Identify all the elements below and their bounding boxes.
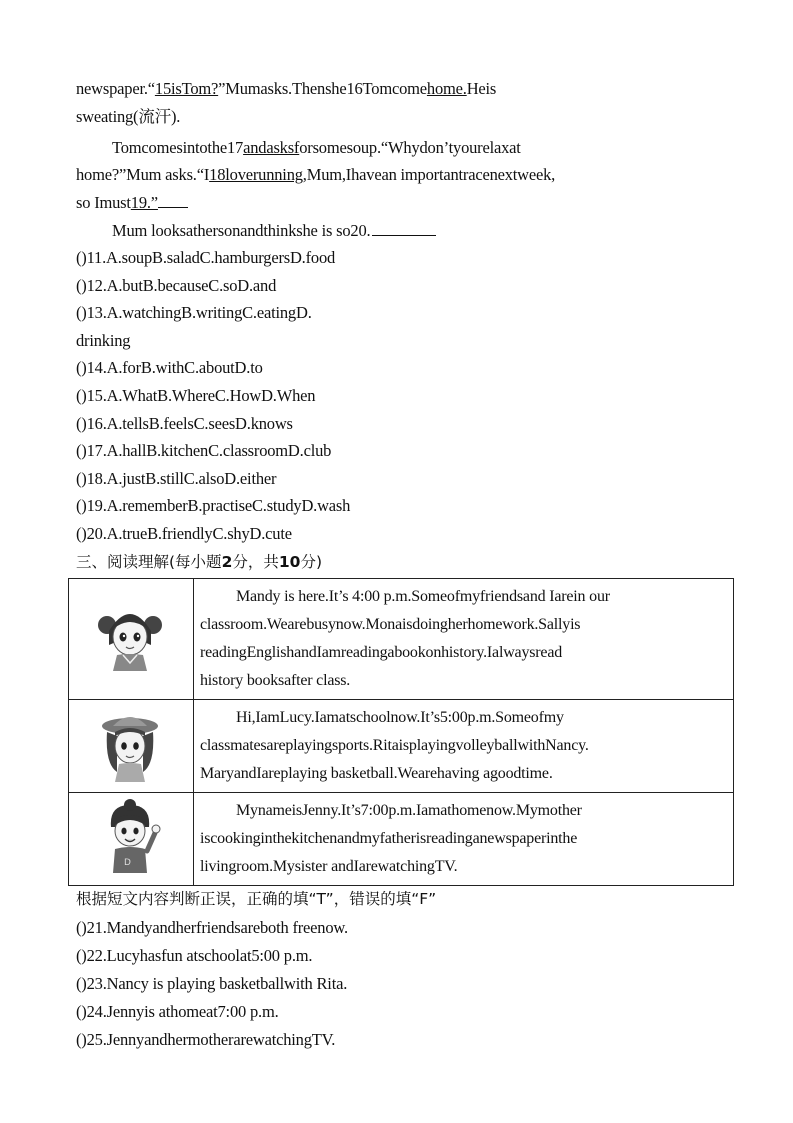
question-12: ()12.A.butB.becauseC.soD.and [76,276,277,295]
question-18: ()18.A.justB.stillC.alsoD.either [76,469,277,488]
true-false-instruction: 根据短文内容判断正误，正确的填“T”，错误的填“F” [76,890,437,908]
passage-blank-18: 18loverunning [209,165,303,184]
passage-blank-15: 15isTom? [154,79,219,98]
passage-text: ,Mum,Ihavean importantracenextweek, [302,165,556,184]
girl-avatar-hat-icon [97,706,163,782]
question-15: ()15.A.WhatB.WhereC.HowD.When [76,386,316,405]
passage-text: ”Mumasks.Thenshe16Tomcome [218,79,427,98]
reading-text: Nancy. [545,737,589,754]
reading-text: Mandy is here.It’s 4:00 p.m.Someofmyfriendsand [236,588,546,605]
question-21: ()21.Mandyandherfriendsareboth freenow. [76,918,348,937]
section-title-total: 10 [278,553,301,571]
picture-cell [69,579,194,700]
picture-cell [69,793,194,886]
passage-line-3 [112,138,521,158]
passage-line-5 [76,193,188,213]
section-title-text: 分) [300,553,323,571]
passage-line-1 [76,79,496,99]
question-14: ()14.A.forB.withC.aboutD.to [76,358,263,377]
reading-text-mandy [194,579,734,700]
question-25: ()25.JennyandhermotherarewatchingTV. [76,1030,336,1049]
answer-blank-line [158,193,188,208]
reading-text-lucy [194,700,734,793]
section-title-reading [76,552,322,572]
reading-line: iscookinginthekitchenandmyfatherisreadinganewspaperinthe [200,830,578,847]
reading-table [68,578,734,886]
passage-text: Tomcomesintothe17 [112,138,244,157]
passage-text: orsomesoup.“Whydon’tyourelaxat [299,138,521,157]
reading-line: classroom.Wearebusynow.Monaisdoingherhomework.Sallyis [200,616,581,633]
reading-text: classmatesareplayingsports.Ritaisplayingvolleyballwith [200,737,546,754]
svg-text:D: D [124,858,131,868]
reading-line [200,732,725,760]
passage-line-2: sweating(流汗). [76,107,181,126]
reading-line: readingEnglishandIamreadingabookonhistory.Ialwaysread [200,644,563,661]
question-22: ()22.Lucyhasfun atschoolat5:00 p.m. [76,946,313,965]
reading-line [200,797,725,825]
reading-row-lucy [69,700,734,793]
passage-blank-19: 19.” [130,193,158,212]
girl-avatar-pigtails-icon [97,595,163,671]
passage-line-4 [76,165,555,185]
answer-blank-line [372,221,436,236]
section-title-points: 2 [221,553,233,571]
reading-line [200,583,725,611]
reading-line: MaryandIareplaying basketball.Wearehaving agoodtime. [200,765,553,782]
passage-text: so Imust [76,193,131,212]
question-13-continued: drinking [76,331,131,350]
section-title-text: 三、阅读理解(每小题 [76,553,222,571]
question-23: ()23.Nancy is playing basketballwith Rita. [76,974,348,993]
passage-text-underlined: home. [426,79,467,98]
question-11: ()11.A.soupB.saladC.hamburgersD.food [76,248,336,267]
reading-line: history booksafter class. [200,672,351,689]
reading-text: MynameisJenny.It’s7:00p.m.Iamathomenow.Mymother [236,802,582,819]
girl-avatar-waving-icon [97,797,163,873]
reading-text: Hi,IamLucy.Iamatschoolnow.It’s5:00p.m.Someofmy [236,709,564,726]
reading-line: livingroom.Mysister andIarewatchingTV. [200,858,458,875]
reading-text: Iarein our [549,588,610,605]
question-20: ()20.A.trueB.friendlyC.shyD.cute [76,524,292,543]
passage-text: home?”Mum asks.“I [76,165,210,184]
question-16: ()16.A.tellsB.feelsC.seesD.knows [76,414,293,433]
reading-row-mandy [69,579,734,700]
question-17: ()17.A.hallB.kitchenC.classroomD.club [76,441,332,460]
passage-text: newspaper.“ [76,79,155,98]
passage-text: Heis [466,79,497,98]
passage-text-underlined: andasksf [243,138,300,157]
reading-row-jenny [69,793,734,886]
section-title-text: 分，共 [232,553,279,571]
reading-line [200,704,725,732]
passage-text: Mum looksathersonandthinkshe is so20. [112,221,371,240]
picture-cell [69,700,194,793]
question-19: ()19.A.rememberB.practiseC.studyD.wash [76,496,351,515]
question-24: ()24.Jennyis athomeat7:00 p.m. [76,1002,279,1021]
passage-line-6 [112,221,436,241]
question-13: ()13.A.watchingB.writingC.eatingD. [76,303,312,322]
reading-text-jenny [194,793,734,886]
